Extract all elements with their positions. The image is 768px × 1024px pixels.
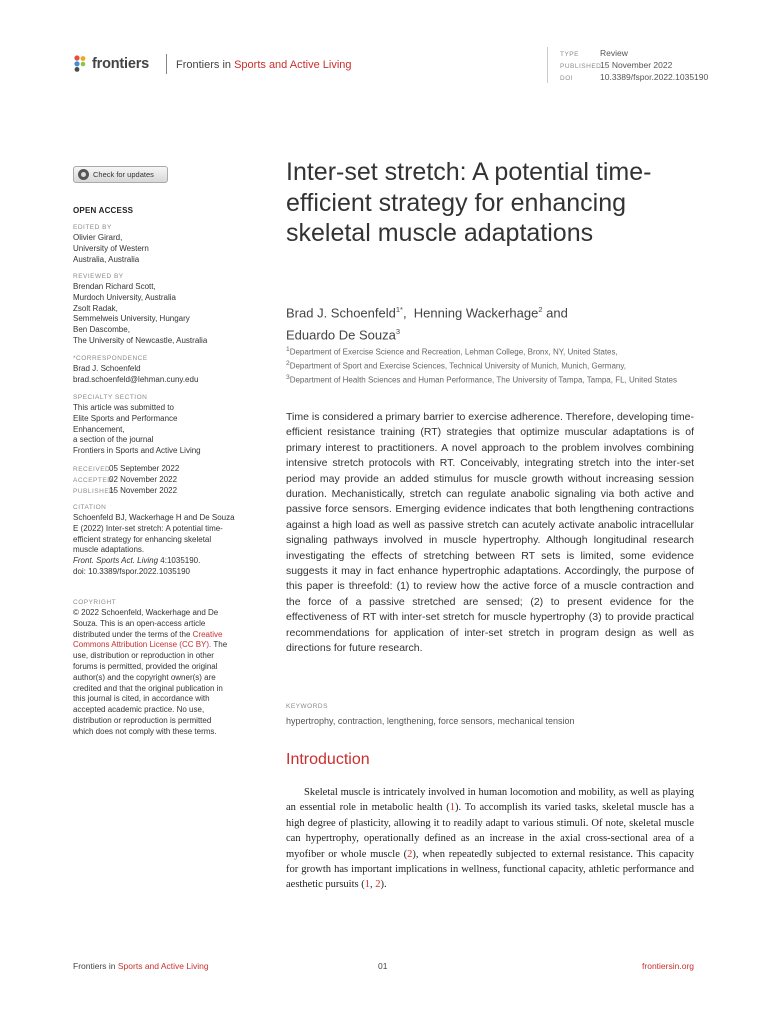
reviewer-line: Ben Dascombe, — [73, 325, 130, 335]
introduction-paragraph: Skeletal muscle is intricately involved in human locomotion and mobility, as well as playing an essential role in metabolic health (1). To accomplish its varied tasks, skeletal muscle has a high degree of plasticity, allowing it to readily adapt to various stimuli. Of note, skeletal muscle can hypertrophy, operationally defined as an increase in the axial cross-sectional area of a myofiber or whole muscle (2), when repeatedly subjected to external resistance. This capacity for growth has important implications in wellness, functional capacity, athletic performance and aesthetic pursuits (1, 2). — [286, 787, 694, 891]
meta-doi: DOI 10.3389/fspor.2022.1035190 — [560, 72, 709, 82]
meta-divider — [547, 47, 548, 83]
specialty-line: a section of the journal — [73, 435, 154, 445]
copyright-label: COPYRIGHT — [73, 599, 117, 606]
frontiers-logo-icon — [73, 55, 88, 72]
editor-line: Australia, Australia — [73, 254, 140, 264]
page-number: 01 — [378, 961, 388, 971]
brand-name: frontiers — [92, 55, 150, 72]
correspondence-section — [73, 354, 238, 386]
keywords: hypertrophy, contraction, lengthening, force sensors, mechanical tension — [286, 716, 575, 726]
edited-by-label: EDITED BY — [73, 224, 112, 231]
affiliations — [286, 344, 686, 386]
dates-section — [73, 464, 238, 497]
edited-by-section — [73, 223, 238, 265]
copyright-body: © 2022 Schoenfeld, Wackerhage and De Souza. This is an open-access article distributed under the terms of the Creative Commons Attribution License (CC BY). The use, distribution or reproduction in other forums is permitted, provided the original author(s) and the copyright owner(s) are credited and that the original publication in this journal is cited, in accordance with accepted academic practice. No use, distribution or reproduction is permitted which does not comply with these terms. — [73, 608, 228, 736]
footer-site-link[interactable]: frontiersin.org — [642, 961, 694, 971]
reference-link[interactable]: 2 — [375, 879, 381, 891]
reviewer-line: The University of Newcastle, Australia — [73, 335, 208, 345]
reviewed-by-section — [73, 272, 238, 347]
article-title: Inter-set stretch: A potential time-efficient strategy for enhancing skeletal muscle adaptations — [286, 158, 652, 247]
editor-line: University of Western — [73, 243, 149, 253]
citation-doi[interactable]: doi: 10.3389/fspor.2022.1035190 — [73, 566, 190, 576]
author-name[interactable]: Eduardo De Souza — [286, 327, 396, 343]
citation-body: Schoenfeld BJ, Wackerhage H and De Souza E (2022) Inter-set stretch: A potential time-efficient strategy for enhancing skeletal muscle adaptations. Front. Sports Act. Living 4:1035190. doi: 10.3389/fspor.2022.1035190 — [73, 513, 235, 576]
reviewer-line: Zsolt Radak, — [73, 303, 118, 313]
reviewer-line: Brendan Richard Scott, — [73, 282, 156, 291]
check-updates-label: Check for updates — [93, 170, 154, 179]
author-list: Brad J. Schoenfeld$^{1*}$, Henning Wackerhage$^2$ and Eduardo De Souza$^3$ — [286, 305, 568, 343]
check-updates-icon — [78, 169, 89, 180]
open-access-label: OPEN ACCESS — [73, 206, 134, 215]
reference-link[interactable]: 1 — [449, 802, 456, 814]
abstract: Time is considered a primary barrier to exercise adherence. Therefore, developing time-efficient resistance training (RT) strategies that optimize muscular adaptations is of primary interest to practitioners. A novel approach to the problem involves combining intensive stretch protocols with RT. Conceivably, integrating stretch into the inter-set period may provide an added stimulus for muscle growth without increasing session duration. Mechanistically, stretch can regulate anabolic signaling via both active and passive force sensors. Emerging evidence indicates that both lengthening contractions against a high load as well as passive stretch can acutely activate anabolic intracellular signaling pathways involved in muscle hypertrophy. Although longitudinal research investigating the effects of stretching between RT sets is limited, some evidence suggests it may in fact enhance hypertrophic adaptations. Accordingly, the purpose of this paper is threefold: (1) to review how the active force of a muscle contraction and the force of a passive stretched are sensed; (2) to present evidence for the effectiveness of RT with inter-set stretch for muscle hypertrophy (3) to provide practical recommendations for application of inter-set stretch in program design as well as directions for future research. — [286, 411, 694, 655]
meta-published: PUBLISHED15 November 2022 — [560, 60, 673, 70]
reviewed-by-label: REVIEWED BY — [73, 273, 124, 280]
specialty-line: Elite Sports and Performance — [73, 413, 178, 423]
specialty-label: SPECIALTY SECTION — [73, 394, 148, 401]
specialty-line: Frontiers in Sports and Active Living — [73, 446, 201, 456]
specialty-line: Enhancement, — [73, 424, 125, 434]
reviewer-line: Semmelweis University, Hungary — [73, 314, 190, 324]
date-accepted: ACCEPTED02 November 2022 — [73, 475, 178, 484]
citation-label: CITATION — [73, 504, 107, 511]
correspondence-email[interactable]: brad.schoenfeld@lehman.cuny.edu — [73, 374, 199, 384]
meta-type: TYPE Review — [560, 48, 628, 58]
affiliation-line: $^2$Department of Sport and Exercise Sciences, Technical University of Munich, Munich, Germany, — [286, 359, 626, 371]
author-name[interactable]: Brad J. Schoenfeld — [286, 305, 396, 321]
author-name[interactable]: Henning Wackerhage — [413, 305, 539, 321]
check-updates-button[interactable] — [73, 166, 168, 183]
reference-link[interactable]: 1 — [364, 879, 370, 891]
date-published: PUBLISHED15 November 2022 — [73, 486, 178, 495]
journal-prefix: Frontiers in — [176, 59, 232, 71]
reviewer-line: Murdoch University, Australia — [73, 292, 176, 302]
journal-title: Sports and Active Living — [234, 59, 352, 71]
footer-journal[interactable]: Frontiers in Sports and Active Living — [73, 961, 209, 971]
section-heading-introduction: Introduction — [286, 751, 370, 768]
citation-journal: Front. Sports Act. Living — [73, 556, 159, 566]
specialty-line: This article was submitted to — [73, 403, 174, 412]
affiliation-line: $^1$Department of Exercise Science and Recreation, Lehman College, Bronx, NY, United States, — [286, 346, 618, 357]
header-divider — [166, 54, 167, 74]
date-received: RECEIVED05 September 2022 — [73, 464, 180, 473]
keywords-label: KEYWORDS — [286, 703, 328, 710]
frontiers-logo[interactable] — [73, 55, 149, 72]
license-link[interactable]: Creative Commons Attribution License (CC BY). — [73, 629, 223, 650]
copyright-section — [73, 598, 233, 738]
correspondence-label: *CORRESPONDENCE — [73, 355, 148, 362]
editor-line: Olivier Girard, — [73, 233, 123, 242]
journal-name[interactable] — [176, 59, 352, 71]
reference-link[interactable]: 2 — [407, 848, 413, 860]
affiliation-line: $^3$Department of Health Sciences and Human Performance, The University of Tampa, Tampa, FL, United States — [286, 373, 678, 385]
specialty-section — [73, 393, 238, 457]
article-meta — [560, 48, 708, 84]
citation-section — [73, 503, 235, 578]
correspondence-name: Brad J. Schoenfeld — [73, 364, 141, 373]
